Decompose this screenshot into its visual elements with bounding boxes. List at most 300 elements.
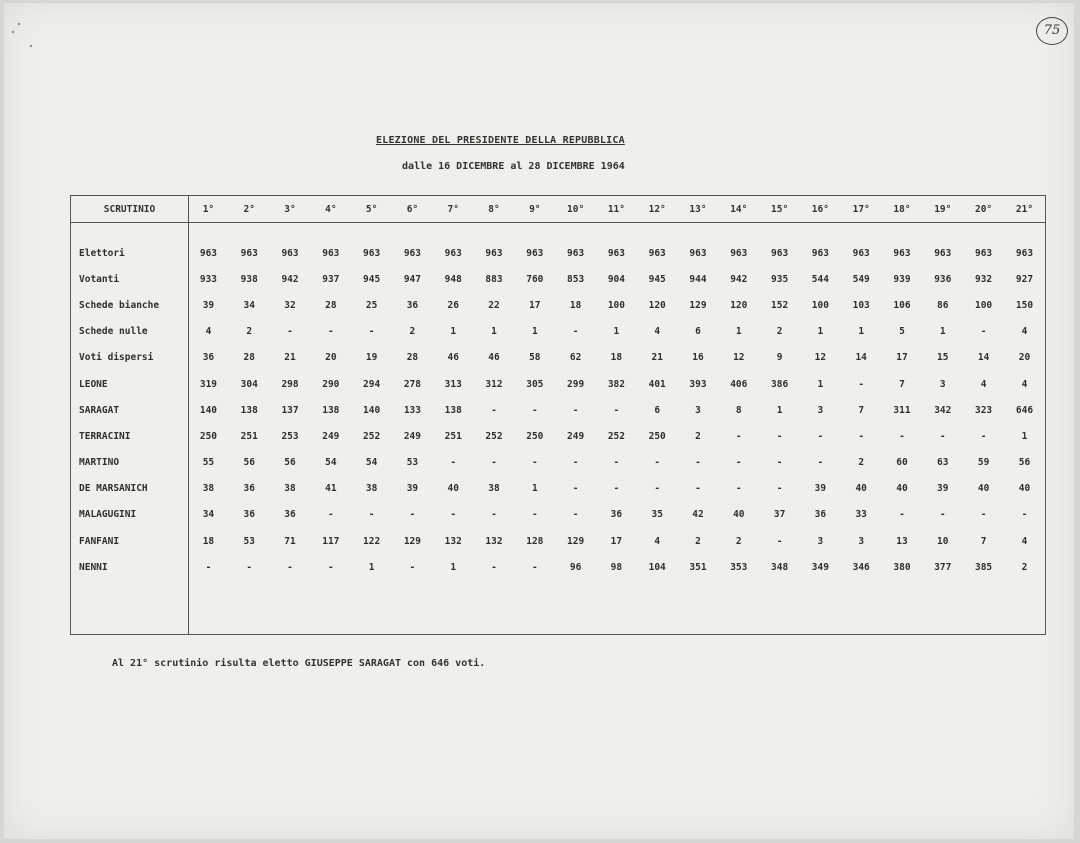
vote-cell: 56 — [1018, 457, 1031, 469]
vote-cell: 2 — [858, 457, 865, 469]
vote-cell: 1 — [368, 561, 375, 573]
vote-cell: 963 — [526, 247, 544, 259]
vote-cell: 137 — [281, 404, 299, 416]
vote-cell: 963 — [607, 247, 625, 259]
spacer-cell — [71, 223, 1045, 240]
footnote: Al 21° scrutinio risulta eletto GIUSEPPE SARAGAT con 646 voti. — [112, 658, 486, 669]
table-row — [71, 528, 1045, 554]
row-label: Schede nulle — [79, 326, 148, 338]
vote-cell: - — [450, 457, 457, 469]
vote-cell: 249 — [567, 430, 585, 442]
vote-cell: - — [735, 430, 742, 442]
vote-cell: - — [899, 430, 905, 442]
vote-cell: 380 — [893, 561, 911, 573]
vote-cell: 311 — [893, 404, 911, 416]
vote-cell: 294 — [363, 378, 381, 390]
row-label: FANFANI — [79, 535, 120, 547]
vote-cell: 96 — [569, 561, 582, 573]
vote-cell: 53 — [243, 535, 255, 547]
table-row — [71, 266, 1045, 292]
vote-cell: 38 — [488, 483, 500, 495]
vote-cell: 252 — [485, 430, 503, 442]
vote-cell: 963 — [444, 247, 462, 259]
vote-cell: 252 — [607, 430, 625, 442]
vote-cell: 56 — [284, 457, 296, 469]
vote-cell: 36 — [814, 509, 827, 521]
column-header-ballot: 2° — [243, 204, 255, 215]
vote-cell: 14 — [855, 352, 867, 364]
vote-cell: 290 — [322, 378, 340, 390]
vote-cell: 42 — [692, 509, 704, 521]
vote-cell: 304 — [240, 378, 258, 390]
vote-cell: 18 — [610, 352, 623, 364]
vote-cell: - — [205, 561, 212, 573]
vote-cell: 253 — [281, 430, 299, 442]
column-header-ballot: 13° — [689, 204, 707, 215]
vote-cell: 3 — [939, 378, 946, 390]
vote-cell: - — [858, 430, 865, 442]
vote-cell: 945 — [363, 273, 381, 285]
vote-cell: 2 — [1021, 561, 1028, 573]
vote-cell: 2 — [246, 326, 253, 338]
vote-cell: - — [531, 509, 538, 521]
vote-cell: 18 — [569, 299, 582, 311]
vote-cell: - — [368, 326, 375, 338]
document-page — [4, 3, 1074, 839]
vote-cell: 38 — [202, 483, 215, 495]
column-header-ballot: 6° — [406, 204, 419, 215]
table-row — [71, 371, 1045, 397]
vote-cell: - — [980, 509, 987, 521]
vote-cell: 1 — [817, 326, 824, 338]
vote-cell: 963 — [363, 247, 381, 259]
vote-cell: 10 — [937, 535, 949, 547]
vote-cell: 406 — [730, 378, 748, 390]
vote-cell: 100 — [811, 299, 829, 311]
vote-cell: 22 — [488, 299, 500, 311]
vote-cell: - — [572, 483, 579, 495]
vote-cell: 351 — [689, 561, 707, 573]
vote-cell: 250 — [526, 430, 544, 442]
vote-cell: - — [654, 483, 661, 495]
vote-cell: 963 — [893, 247, 911, 259]
column-header-ballot: 10° — [567, 204, 585, 215]
vote-cell: 12 — [814, 352, 827, 364]
vote-cell: 38 — [365, 483, 378, 495]
vote-cell: 963 — [240, 247, 258, 259]
vote-cell: 26 — [447, 299, 459, 311]
vote-cell: 377 — [934, 561, 952, 573]
vote-cell: 59 — [977, 457, 990, 469]
vote-cell: - — [613, 404, 620, 416]
vote-cell: 132 — [444, 535, 462, 547]
vote-cell: 34 — [202, 509, 215, 521]
vote-cell: 120 — [648, 299, 666, 311]
column-header-ballot: 4° — [325, 204, 337, 215]
vote-cell: - — [776, 430, 783, 442]
row-label: MARTINO — [79, 457, 120, 469]
vote-cell: - — [491, 457, 497, 469]
vote-cell: 904 — [607, 273, 625, 285]
vote-cell: - — [287, 561, 293, 573]
vote-cell: 298 — [281, 378, 299, 390]
column-header-ballot: 17° — [852, 204, 870, 215]
vote-cell: 17 — [610, 535, 623, 547]
vote-cell: 2 — [409, 326, 416, 338]
vote-cell: 4 — [1021, 535, 1028, 547]
vote-cell: 40 — [855, 483, 867, 495]
vote-cell: 278 — [403, 378, 421, 390]
scan-speck — [30, 45, 32, 47]
vote-cell: 25 — [365, 299, 378, 311]
vote-cell: 40 — [977, 483, 990, 495]
vote-cell: 71 — [284, 535, 296, 547]
vote-cell: 18 — [202, 535, 215, 547]
table-spacer-row — [71, 223, 1045, 240]
scan-speck — [18, 23, 20, 25]
vote-cell: 20 — [325, 352, 337, 364]
vote-cell: 305 — [526, 378, 544, 390]
vote-cell: - — [1021, 509, 1028, 521]
table-body — [71, 223, 1045, 580]
vote-cell: 938 — [240, 273, 258, 285]
vote-cell: 28 — [243, 352, 255, 364]
vote-cell: 129 — [689, 299, 707, 311]
vote-cell: 323 — [974, 404, 993, 416]
vote-cell: 883 — [485, 273, 503, 285]
vote-cell: - — [695, 483, 701, 495]
vote-cell: 132 — [485, 535, 503, 547]
vote-cell: 4 — [980, 378, 987, 390]
vote-cell: 963 — [811, 247, 829, 259]
vote-cell: - — [613, 483, 620, 495]
vote-cell: 1 — [531, 483, 538, 495]
vote-cell: - — [817, 430, 824, 442]
vote-cell: 249 — [322, 430, 340, 442]
vote-cell: - — [491, 509, 497, 521]
vote-cell: 942 — [281, 273, 299, 285]
vote-cell: 37 — [773, 509, 786, 521]
vote-cell: - — [572, 457, 579, 469]
table-row — [71, 476, 1045, 502]
vote-cell: 39 — [202, 299, 215, 311]
ballot-results-table — [71, 196, 1045, 580]
vote-cell: - — [939, 430, 946, 442]
vote-cell: 103 — [852, 299, 870, 311]
vote-cell: 251 — [444, 430, 462, 442]
vote-cell: 129 — [567, 535, 585, 547]
vote-cell: 41 — [325, 483, 337, 495]
vote-cell: 1 — [531, 326, 538, 338]
vote-cell: 36 — [202, 352, 215, 364]
vote-cell: 8 — [735, 404, 742, 416]
vote-cell: 948 — [444, 273, 462, 285]
vote-cell: 38 — [284, 483, 296, 495]
vote-cell: 963 — [689, 247, 707, 259]
vote-cell: 19 — [365, 352, 378, 364]
vote-cell: 150 — [1015, 299, 1034, 311]
vote-cell: 963 — [322, 247, 340, 259]
vote-cell: 152 — [771, 299, 789, 311]
vote-cell: 6 — [654, 404, 661, 416]
vote-cell: 40 — [896, 483, 908, 495]
vote-cell: 3 — [817, 535, 824, 547]
vote-cell: 17 — [529, 299, 541, 311]
vote-cell: 140 — [199, 404, 218, 416]
vote-cell: 63 — [937, 457, 949, 469]
vote-cell: - — [613, 457, 620, 469]
vote-cell: - — [531, 404, 538, 416]
vote-cell: - — [858, 378, 865, 390]
vote-cell: - — [776, 457, 783, 469]
vote-cell: 382 — [607, 378, 625, 390]
vote-cell: 963 — [567, 247, 585, 259]
vote-cell: 7 — [858, 404, 865, 416]
vote-cell: - — [695, 457, 701, 469]
column-header-ballot: 5° — [365, 204, 378, 215]
vote-cell: 28 — [325, 299, 337, 311]
vote-cell: 853 — [567, 273, 585, 285]
vote-cell: 46 — [488, 352, 500, 364]
vote-cell: - — [776, 535, 783, 547]
column-header-ballot: 12° — [648, 204, 666, 215]
vote-cell: 5 — [899, 326, 905, 338]
vote-cell: 963 — [648, 247, 666, 259]
vote-cell: 46 — [447, 352, 459, 364]
vote-cell: - — [531, 457, 538, 469]
vote-cell: - — [531, 561, 538, 573]
vote-cell: 36 — [284, 509, 296, 521]
vote-cell: 4 — [205, 326, 212, 338]
vote-cell: 1 — [817, 378, 824, 390]
vote-cell: 342 — [934, 404, 952, 416]
vote-cell: 36 — [243, 483, 255, 495]
column-header-ballot: 8° — [488, 204, 500, 215]
vote-cell: 3 — [695, 404, 701, 416]
column-header-ballot: 11° — [607, 204, 625, 215]
vote-cell: 54 — [365, 457, 378, 469]
row-label: MALAGUGINI — [79, 509, 137, 521]
vote-cell: 133 — [403, 404, 421, 416]
vote-cell: 319 — [199, 378, 218, 390]
column-header-ballot: 3° — [284, 204, 296, 215]
row-label: Schede bianche — [79, 299, 160, 311]
vote-cell: 353 — [730, 561, 748, 573]
vote-cell: 62 — [569, 352, 582, 364]
vote-cell: - — [980, 326, 987, 338]
vote-cell: - — [327, 509, 334, 521]
row-label: LEONE — [79, 378, 108, 390]
vote-cell: 9 — [776, 352, 783, 364]
vote-cell: 963 — [1015, 247, 1034, 259]
vote-cell: 128 — [526, 535, 544, 547]
column-header-ballot: 18° — [893, 204, 911, 215]
vote-cell: 4 — [654, 535, 661, 547]
vote-cell: 36 — [610, 509, 623, 521]
vote-cell: 7 — [980, 535, 987, 547]
vote-cell: 56 — [243, 457, 255, 469]
column-header-ballot: 19° — [934, 204, 952, 215]
vote-cell: 385 — [974, 561, 993, 573]
vote-cell: 39 — [406, 483, 419, 495]
vote-cell: 1 — [776, 404, 783, 416]
vote-cell: 927 — [1015, 273, 1034, 285]
vote-cell: - — [491, 404, 497, 416]
vote-cell: 250 — [648, 430, 666, 442]
vote-cell: - — [735, 483, 742, 495]
vote-cell: 35 — [651, 509, 663, 521]
vote-cell: 100 — [607, 299, 625, 311]
table-row — [71, 319, 1045, 345]
vote-cell: 349 — [811, 561, 829, 573]
vote-cell: 138 — [322, 404, 340, 416]
table-row — [71, 450, 1045, 476]
vote-cell: - — [817, 457, 824, 469]
vote-cell: - — [368, 509, 375, 521]
document-title: ELEZIONE DEL PRESIDENTE DELLA REPUBBLICA — [376, 135, 625, 146]
vote-cell: 2 — [735, 535, 742, 547]
vote-cell: 40 — [1018, 483, 1031, 495]
vote-cell: 312 — [485, 378, 503, 390]
vote-cell: 944 — [689, 273, 707, 285]
vote-cell: 122 — [363, 535, 381, 547]
row-label: Elettori — [79, 247, 125, 259]
vote-cell: 250 — [199, 430, 218, 442]
vote-cell: 4 — [1021, 378, 1028, 390]
vote-cell: 17 — [896, 352, 908, 364]
vote-cell: 54 — [325, 457, 337, 469]
vote-cell: 401 — [648, 378, 666, 390]
vote-cell: 12 — [733, 352, 745, 364]
table-row — [71, 423, 1045, 449]
vote-cell: 313 — [444, 378, 462, 390]
table-row — [71, 397, 1045, 423]
column-header-ballot: 1° — [202, 204, 215, 215]
document-subtitle: dalle 16 DICEMBRE al 28 DICEMBRE 1964 — [402, 161, 625, 172]
vote-cell: - — [572, 509, 579, 521]
vote-cell: 138 — [240, 404, 258, 416]
vote-cell: 40 — [447, 483, 459, 495]
vote-cell: 348 — [771, 561, 789, 573]
vote-cell: 36 — [243, 509, 255, 521]
vote-cell: - — [572, 326, 579, 338]
vote-cell: 2 — [695, 535, 701, 547]
vote-cell: 21 — [284, 352, 296, 364]
row-label: Votanti — [79, 273, 120, 285]
vote-cell: 104 — [648, 561, 666, 573]
vote-cell: 1 — [491, 326, 497, 338]
vote-cell: 129 — [403, 535, 421, 547]
vote-cell: 963 — [199, 247, 218, 259]
vote-cell: 16 — [692, 352, 704, 364]
vote-cell: 40 — [733, 509, 745, 521]
vote-cell: 60 — [896, 457, 908, 469]
vote-cell: 963 — [281, 247, 299, 259]
vote-cell: 86 — [937, 299, 949, 311]
vote-cell: - — [409, 509, 416, 521]
page-number-stamp: 75 — [1036, 17, 1068, 45]
row-label: TERRACINI — [79, 430, 131, 442]
vote-cell: 1 — [735, 326, 742, 338]
vote-cell: 1 — [939, 326, 946, 338]
vote-cell: - — [491, 561, 497, 573]
column-header-ballot: 21° — [1015, 204, 1034, 215]
vote-cell: - — [899, 509, 905, 521]
table-header-row — [71, 196, 1045, 223]
column-header-scrutinio: SCRUTINIO — [103, 204, 156, 215]
vote-cell: - — [287, 326, 293, 338]
vote-cell: 299 — [567, 378, 585, 390]
vote-cell: 544 — [811, 273, 829, 285]
vote-cell: 2 — [776, 326, 783, 338]
vote-cell: 1 — [1021, 430, 1028, 442]
table-row — [71, 502, 1045, 528]
vote-cell: 138 — [444, 404, 462, 416]
vote-cell: 39 — [814, 483, 827, 495]
vote-cell: 937 — [322, 273, 340, 285]
row-label: NENNI — [79, 561, 108, 573]
column-header-ballot: 16° — [811, 204, 829, 215]
vote-cell: 7 — [899, 378, 905, 390]
vote-cell: 646 — [1015, 404, 1034, 416]
vote-cell: 20 — [1018, 352, 1031, 364]
vote-cell: 3 — [858, 535, 865, 547]
row-label: SARAGAT — [79, 404, 120, 416]
vote-cell: 34 — [243, 299, 255, 311]
vote-cell: 98 — [610, 561, 623, 573]
vote-cell: 100 — [974, 299, 993, 311]
vote-cell: 36 — [406, 299, 419, 311]
column-header-ballot: 20° — [974, 204, 993, 215]
column-header-ballot: 9° — [529, 204, 541, 215]
vote-cell: 963 — [485, 247, 503, 259]
vote-cell: 28 — [406, 352, 419, 364]
vote-cell: 58 — [529, 352, 541, 364]
vote-cell: 935 — [771, 273, 789, 285]
table-row — [71, 345, 1045, 371]
vote-cell: 393 — [689, 378, 707, 390]
vote-cell: 4 — [1021, 326, 1028, 338]
vote-cell: 933 — [199, 273, 218, 285]
vote-cell: 936 — [934, 273, 952, 285]
vote-cell: - — [939, 509, 946, 521]
vote-cell: 2 — [695, 430, 701, 442]
column-header-ballot: 15° — [771, 204, 789, 215]
vote-cell: 33 — [855, 509, 867, 521]
results-table-frame — [70, 195, 1046, 635]
vote-cell: 13 — [896, 535, 908, 547]
vote-cell: - — [572, 404, 579, 416]
vote-cell: 963 — [852, 247, 870, 259]
vote-cell: 945 — [648, 273, 666, 285]
vote-cell: - — [735, 457, 742, 469]
vote-cell: 942 — [730, 273, 748, 285]
table-row — [71, 292, 1045, 318]
row-label: Voti dispersi — [79, 352, 154, 364]
vote-cell: 53 — [406, 457, 419, 469]
vote-cell: 963 — [974, 247, 993, 259]
vote-cell: 1 — [450, 326, 457, 338]
vote-cell: 15 — [937, 352, 949, 364]
vote-cell: 963 — [730, 247, 748, 259]
vote-cell: 932 — [974, 273, 993, 285]
vote-cell: 346 — [852, 561, 870, 573]
table-row — [71, 240, 1045, 266]
vote-cell: 963 — [771, 247, 789, 259]
vote-cell: - — [450, 509, 457, 521]
vote-cell: 1 — [613, 326, 620, 338]
vote-cell: 106 — [893, 299, 911, 311]
